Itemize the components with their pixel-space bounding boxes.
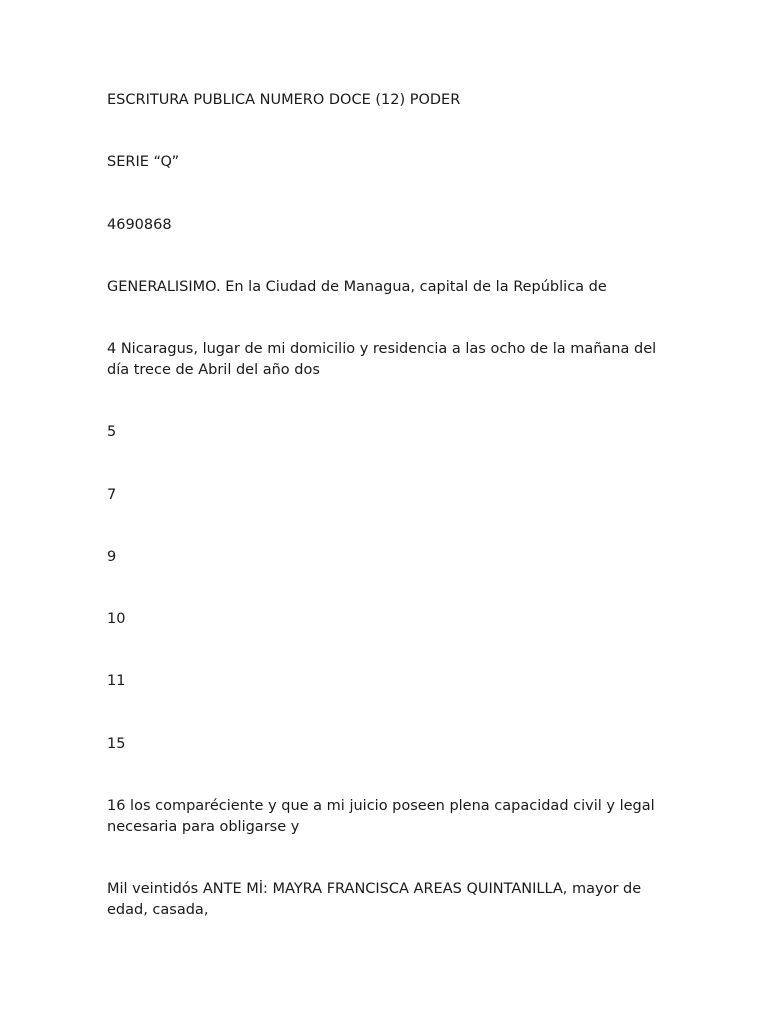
paragraph: GENERALISIMO. En la Ciudad de Managua, capital de la República de xyxy=(107,279,607,295)
line-number: 7 xyxy=(107,487,117,503)
line-number: 15 xyxy=(107,736,126,752)
line-number: 11 xyxy=(107,673,126,689)
line-number: 5 xyxy=(107,424,117,440)
line-number: 10 xyxy=(107,611,126,627)
series-line: SERIE “Q” xyxy=(107,154,180,170)
paragraph: Mil veintidós ANTE Mİ: MAYRA FRANCISCA AREAS QUINTANILLA, mayor de edad, casada, xyxy=(107,881,642,918)
paragraph: 4 Nicaragus, lugar de mi domicilio y residencia a las ocho de la mañana del día trece de Abril del año dos xyxy=(107,341,657,378)
serial-number: 4690868 xyxy=(107,217,172,233)
line-number: 9 xyxy=(107,549,117,565)
deed-title: ESCRITURA PUBLICA NUMERO DOCE (12) PODER xyxy=(107,92,461,108)
paragraph: 16 los comparéciente y que a mi juicio poseen plena capacidad civil y legal necesaria para obligarse y xyxy=(107,798,655,835)
